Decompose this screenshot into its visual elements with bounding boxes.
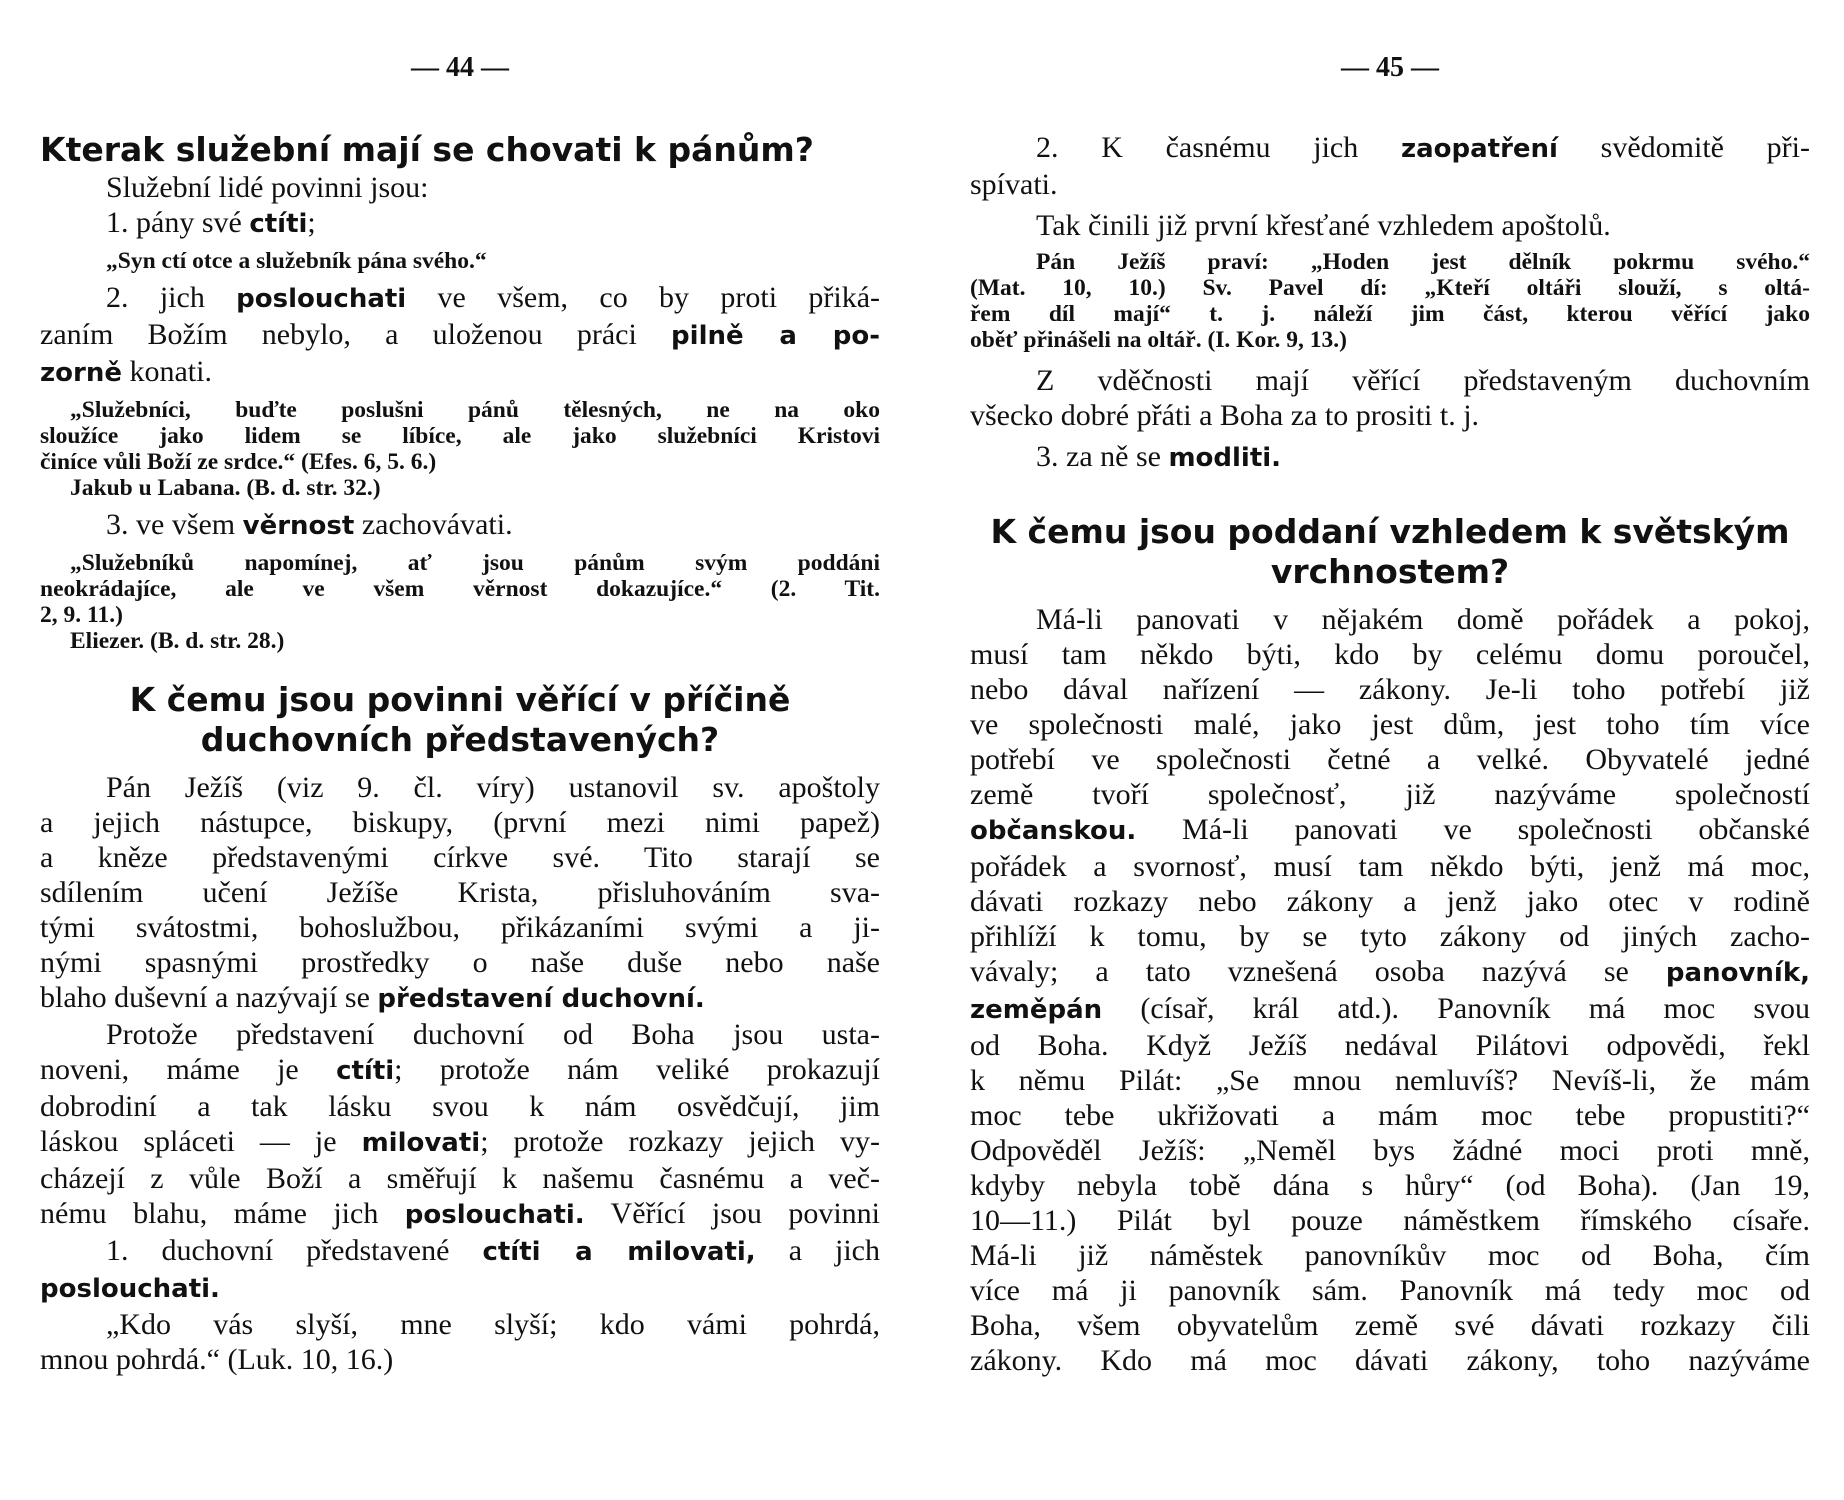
text-line: Odpověděl Ježíš: „Neměl bys žádné moci proti mně, [970,1134,1810,1167]
text-line: vávaly; a tato vznešená osoba nazývá se panovník, [970,955,1810,988]
text-line: země tvoří společnosť, již nazýváme společností [970,778,1810,811]
quote-line: (Mat. 10, 10.) Sv. Pavel dí: „Kteří oltáři slouží, s oltá- [970,275,1810,301]
text-line: občanskou. Má-li panovati ve společnosti občanské [970,813,1810,846]
text-line: potřebí ve společnosti četné a velké. Obyvatelé jedné [970,743,1810,776]
page-number: — 45 — [1341,52,1439,83]
quote-line: sloužíce jako lidem se líbíce, ale jako služebníci Kristovi [40,423,880,449]
section-heading: K čemu jsou poddaní vzhledem k světským [990,512,1790,551]
right-page [970,0,1810,1500]
quote-line: „Služebníků napomínej, ať jsou pánům svým poddáni [70,550,880,576]
text-line: více má ji panovník sám. Panovník má tedy moc od [970,1274,1810,1307]
text-line: 3. za ně se modliti. [1036,440,1282,473]
text-line: dávati rozkazy nebo zákony a jenž jako otec v rodině [970,885,1810,918]
text-line: moc tebe ukřižovati a mám moc tebe propustiti?“ [970,1099,1810,1132]
text-line: Pán Ježíš (viz 9. čl. víry) ustanovil sv. apoštoly [106,771,880,804]
text-line: nými spasnými prostředky o naše duše nebo naše [40,946,880,979]
text-line: Z vděčnosti mají věřící představeným duchovním [1036,364,1810,397]
text-line: zorně konati. [40,355,212,388]
text-line: kdyby nebyla tobě dána s hůry“ (od Boha). (Jan 19, [970,1169,1810,1202]
text-line: Má-li již náměstek panovníkův moc od Boha, čím [970,1239,1810,1272]
quote-line: neokrádajíce, ale ve všem věrnost dokazujíce.“ (2. Tit. [40,576,880,602]
text-line: Má-li panovati v nějakém domě pořádek a pokoj, [1036,603,1810,636]
text-line: Tak činili již první křesťané vzhledem apoštolů. [1036,209,1611,242]
text-line: noveni, máme je ctíti; protože nám veliké prokazují [40,1053,880,1086]
quote-line: „Služebníci, buďte poslušni pánů tělesných, ne na oko [70,397,880,423]
quote-line: Jakub u Labana. (B. d. str. 32.) [70,475,381,501]
text-line: 1. pány své ctíti; [106,206,316,239]
text-line: spívati. [970,168,1058,201]
text-line: 2. K časnému jich zaopatření svědomitě při- [1036,131,1810,164]
text-line: Boha, všem obyvatelům země své dávati rozkazy čili [970,1309,1810,1342]
text-line: zákony. Kdo má moc dávati zákony, toho nazýváme [970,1344,1810,1377]
text-line: všecko dobré přáti a Boha za to prositi t. j. [970,399,1480,432]
section-heading: vrchnostem? [1270,552,1510,591]
text-line: 2. jich poslouchati ve všem, co by proti přiká- [106,281,880,314]
quote-line: činíce vůli Boží ze srdce.“ (Efes. 6, 5. 6.) [40,449,437,475]
text-line: od Boha. Když Ježíš nedával Pilátovi odpovědi, řekl [970,1029,1810,1062]
text-line: nebo dával nařízení — zákony. Je-li toho potřebí již [970,673,1810,706]
text-line: pořádek a svornosť, musí tam někdo býti, jenž má moc, [970,850,1810,883]
left-page [40,0,880,1500]
text-line: tými svátostmi, bohoslužbou, přikázaními svými a ji- [40,911,880,944]
text-line: sdílením učení Ježíše Krista, přisluhováním sva- [40,876,880,909]
quote-line: 2, 9. 11.) [40,602,123,628]
text-line: nému blahu, máme jich poslouchati. Věřící jsou povinni [40,1197,881,1230]
text-line: a kněze představenými církve své. Tito starají se [40,841,880,874]
section-heading: Kterak služební mají se chovati k pánům? [40,130,814,169]
text-line: musí tam někdo býti, kdo by celému domu poroučel, [970,638,1810,671]
text-line: 3. ve všem věrnost zachovávati. [106,508,513,541]
quote-line: oběť přinášeli na oltář. (I. Kor. 9, 13.) [970,327,1347,353]
text-line: Služební lidé povinni jsou: [106,171,429,204]
text-line: ve společnosti malé, jako jest dům, jest toho tím více [970,708,1810,741]
quote-line: řem díl mají“ t. j. náleží jim část, kterou věřící jako [970,301,1810,327]
text-line: poslouchati. [40,1274,220,1304]
text-line: 10—11.) Pilát byl pouze náměstkem římského císaře. [970,1204,1810,1237]
section-heading: duchovních představených? [200,720,720,759]
page-number: — 44 — [411,52,509,83]
quote-line: Eliezer. (B. d. str. 28.) [70,628,285,654]
text-line: láskou spláceti — je milovati; protože rozkazy jejich vy- [40,1125,880,1158]
text-line: 1. duchovní představené ctíti a milovati, a jich [106,1234,880,1267]
right-page-text [970,130,1810,1378]
text-line: mnou pohrdá.“ (Luk. 10, 16.) [40,1343,394,1376]
text-line: Protože představení duchovní od Boha jsou usta- [106,1018,880,1051]
left-page-text [40,130,880,1377]
text-line: k němu Pilát: „Se mnou nemluvíš? Nevíš-li, že mám [970,1064,1810,1097]
text-line: zeměpán (císař, král atd.). Panovník má moc svou [970,992,1810,1025]
text-line: cházejí z vůle Boží a směřují k našemu časnému a več- [40,1162,880,1195]
text-line: zaním Božím nebylo, a uloženou práci pilně a po- [40,318,880,351]
text-line: dobrodiní a tak lásku svou k nám osvědčují, jim [40,1090,880,1123]
text-line: blaho duševní a nazývají se představení duchovní. [40,981,705,1014]
quote-line: „Syn ctí otce a služebník pána svého.“ [106,248,487,274]
text-line: „Kdo vás slyší, mne slyší; kdo vámi pohrdá, [106,1308,880,1341]
text-line: přihlíží k tomu, by se tyto zákony od jiných zacho- [970,920,1810,953]
text-line: a jejich nástupce, biskupy, (první mezi nimi papež) [40,806,880,839]
quote-line: Pán Ježíš praví: „Hoden jest dělník pokrmu svého.“ [1036,249,1810,275]
section-heading: K čemu jsou povinni věřící v příčině [129,680,791,719]
